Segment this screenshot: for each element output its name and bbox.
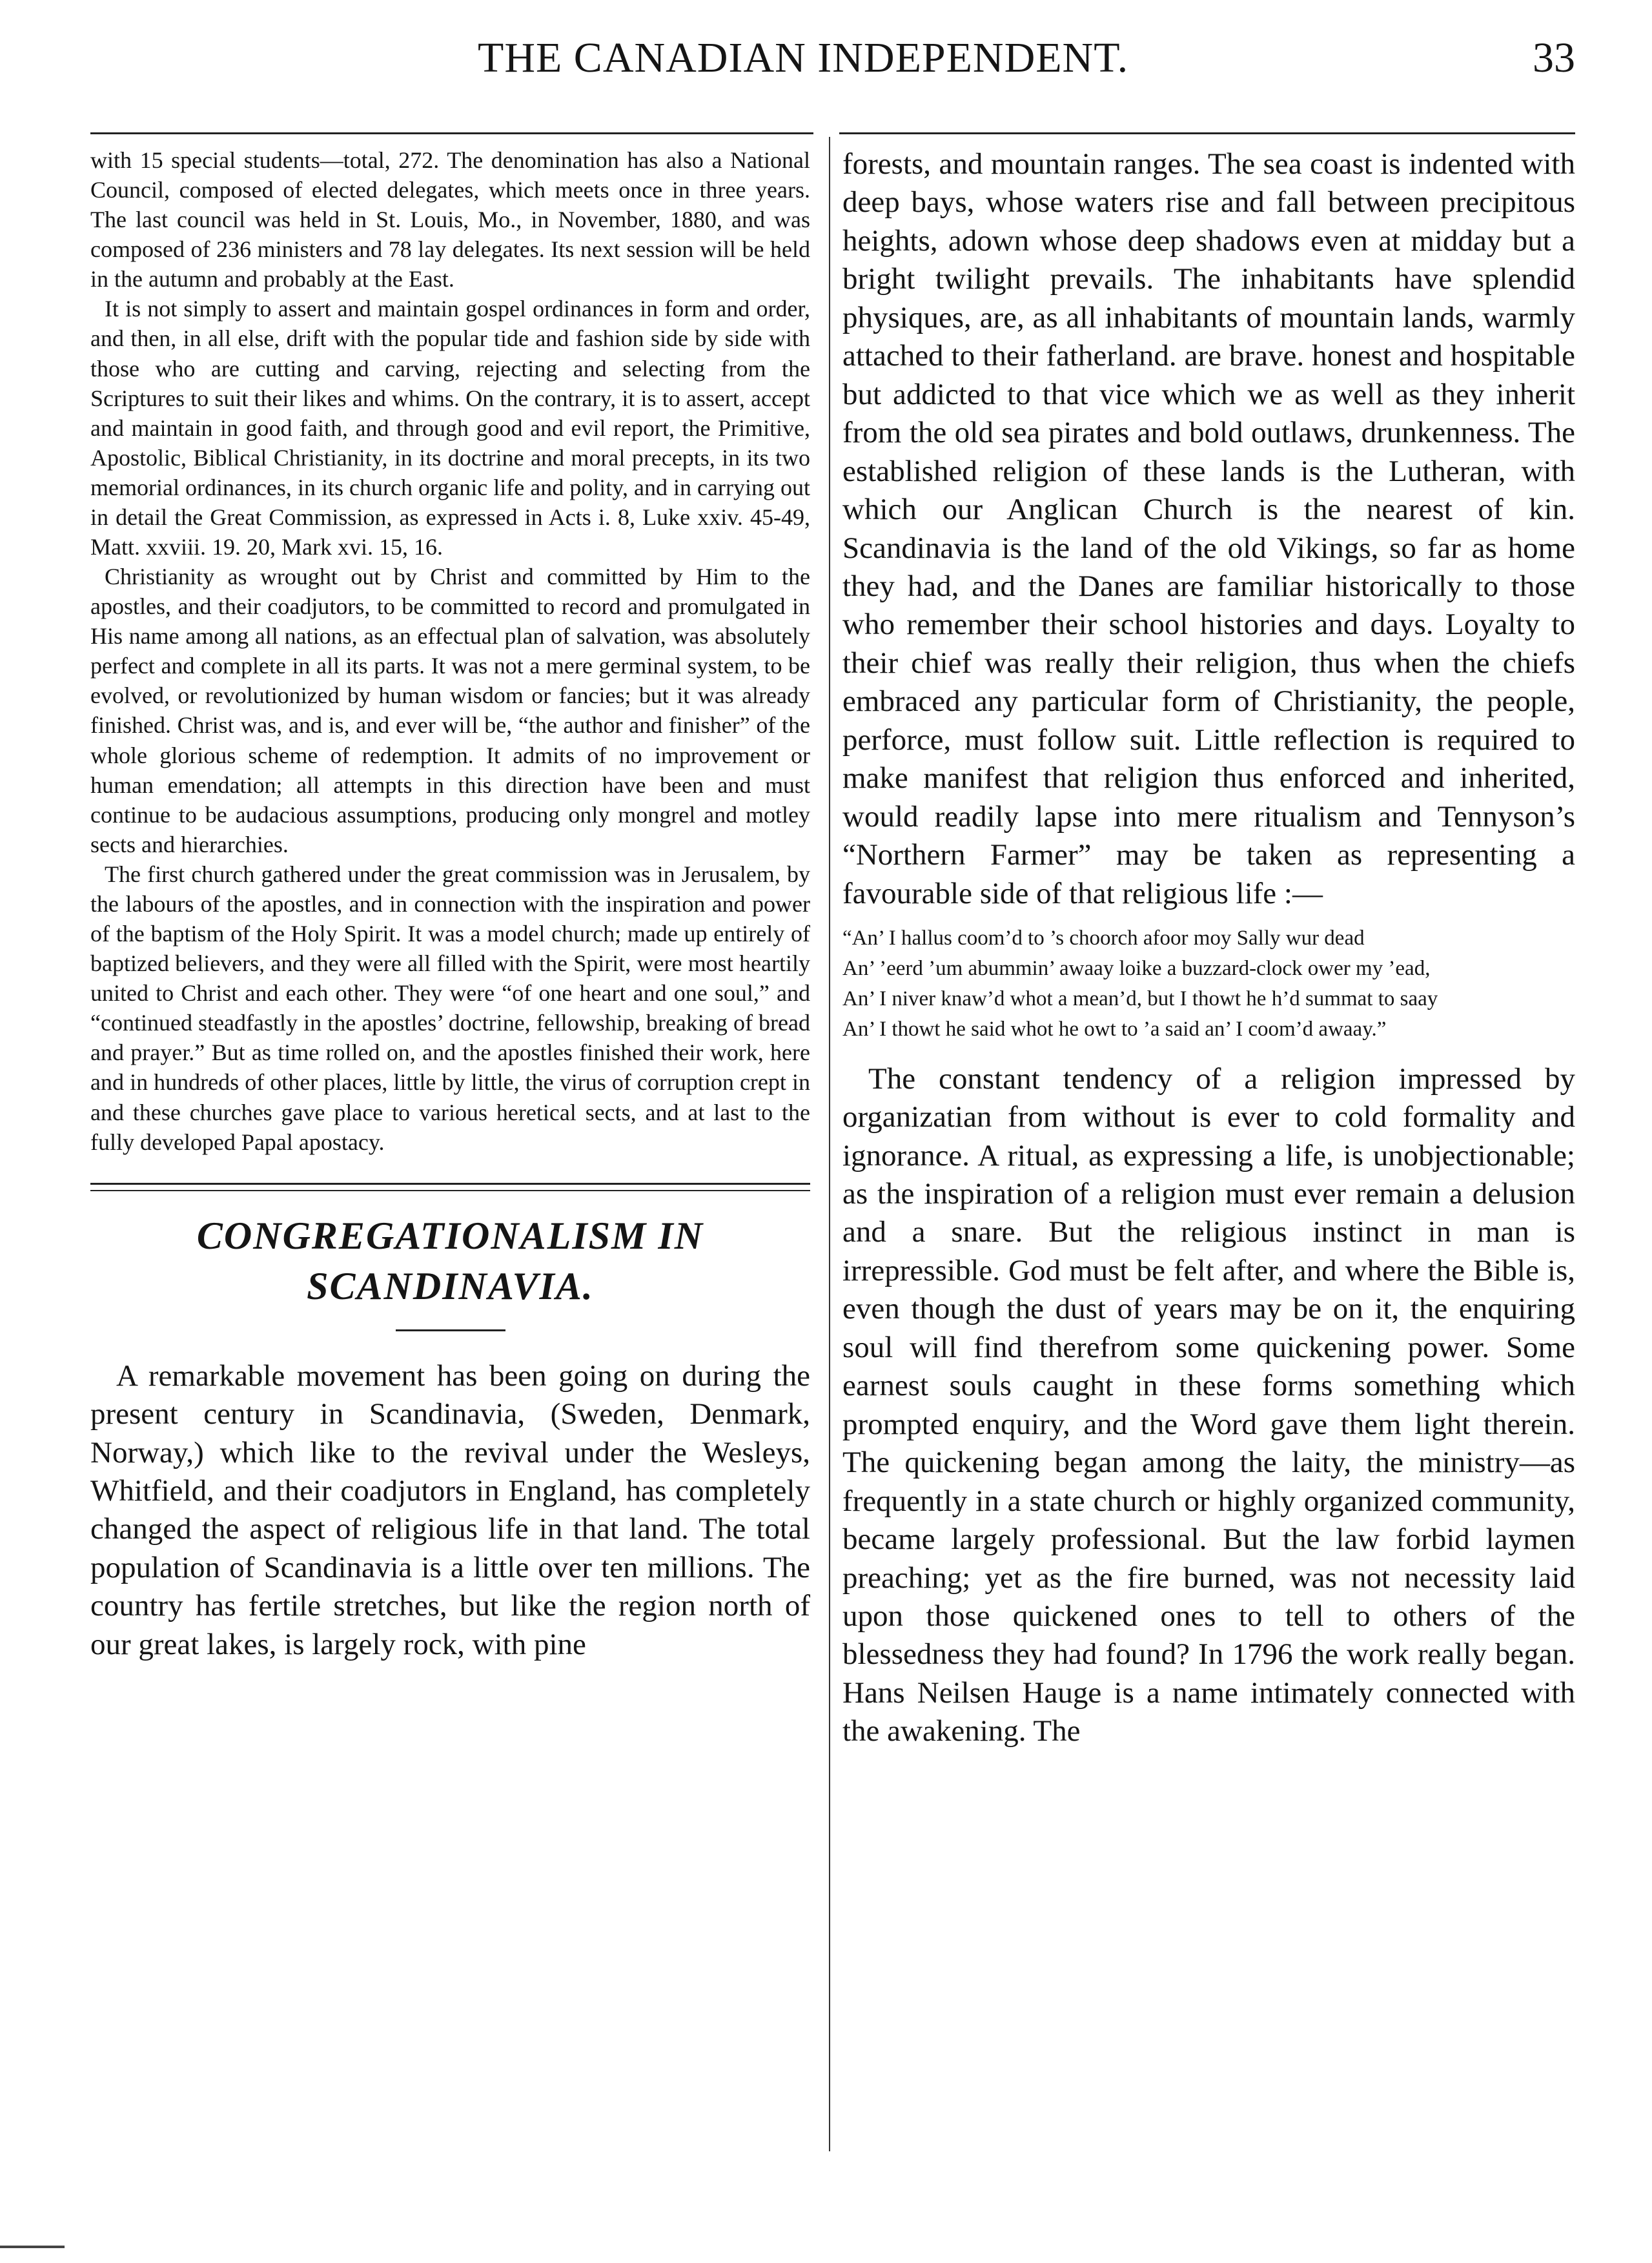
verse-line: An’ I thowt he said whot he owt to ’a said an’ I coom’d awaay.” — [842, 1017, 1387, 1041]
paragraph: Christianity as wrought out by Christ and committed by Him to the apostles, and their coadjutors, to be committed to record and promulgated in His name among all nations, as an effectual plan of salvation, was absolutely perfect and complete in all its parts. It was not a mere germinal system, to be evolved, or revolutionized by human wisdom or fancies; but it was already finished. Christ was, and is, and ever will be, “the author and finisher” of the whole glorious scheme of redemption. It admits of no improvement or human emendation; all attempts in this direction have been and must continue to be audacious assumptions, producing only mongrel and motley sects and hierarchies. — [90, 564, 810, 857]
header-rule-right — [839, 132, 1575, 134]
header-rule-left — [90, 132, 813, 134]
page-number: 33 — [1533, 34, 1575, 81]
verse-line: An’ I niver knaw’d whot a mean’d, but I thowt he h’d summat to saay — [842, 987, 1438, 1010]
paragraph: with 15 special students—total, 272. The denomination has also a National Council, composed of elected delegates, which meets once in three years. The last council was held in St. Louis, Mo., in November, 1880, and was composed of 236 ministers and 78 lay delegates. Its next session will be held in the autumn and probably at the East. — [90, 147, 810, 292]
article-paragraph: The constant tendency of a religion impressed by organizatian from without is ever to cold formality and ignorance. A ritual, as expressing a life, is unobjectionable; as the inspiration of a religion must ever remain a delusion and a snare. But the religious instinct in man is irrepressible. God must be felt after, and where the Bible is, even though the dust of years may be on it, the enquiring soul will find therefrom some quickening power. Some earnest souls caught in these forms something which prompted enquiry, and the Word gave them light therein. The quickening began among the laity, the ministry—as frequently in a state church or highly organized community, became largely professional. But the law forbid laymen preaching; yet as the fire burned, was not necessity laid upon those quickened ones to tell to others of the blessedness they had found? In 1796 the work really began. Hans Neilsen Hauge is a name intimately connected with the awakening. The — [842, 1061, 1575, 1748]
heading-rule — [396, 1329, 505, 1331]
column-divider — [829, 137, 830, 2151]
section-divider — [90, 1183, 810, 1191]
scan-edge-mark — [0, 2246, 65, 2248]
running-head — [90, 34, 1575, 105]
verse-quotation — [842, 925, 1575, 1043]
right-column — [842, 145, 1575, 1751]
journal-title: THE CANADIAN INDEPENDENT. — [478, 34, 1129, 81]
left-column — [90, 145, 810, 1664]
verse-line: An’ ’eerd ’um abummin’ awaay loike a buzzard-clock ower my ’ead, — [842, 956, 1431, 980]
section-heading: CONGREGATIONALISM IN SCANDINAVIA. — [196, 1214, 704, 1307]
paragraph: The first church gathered under the great commission was in Jerusalem, by the labours of the apostles, and in connection with the inspiration and power of the baptism of the Holy Spirit. It was a model church; made up entirely of baptized believers, and they were all filled with the Spirit, were most heartily united to Christ and each other. They were “of one heart and one soul,” and “continued steadfastly in the apostles’ doctrine, fellowship, breaking of bread and prayer.” But as time rolled on, and the apostles finished their work, here and in hundreds of other places, little by little, the virus of corruption crept in and these churches gave place to various heretical sects, and at last to the fully developed Papal apostacy. — [90, 861, 810, 1155]
verse-line: “An’ I hallus coom’d to ’s choorch afoor moy Sally wur dead — [842, 927, 1365, 950]
article-paragraph: forests, and mountain ranges. The sea coast is indented with deep bays, whose waters rise and fall between precipitous heights, adown whose deep shadows even at midday but a bright twilight prevails. The inhabitants have splendid physiques, are, as all inhabitants of mountain lands, warmly attached to their fatherland. are brave. honest and hospitable but addicted to that vice which we as well as they inherit from the old sea pirates and bold outlaws, drunkenness. The established religion of these lands is the Lutheran, with which our Anglican Church is the nearest of kin. Scandinavia is the land of the old Vikings, so far as home they had, and the Danes are familiar historically to those who remember their school histories and days. Loyalty to their chief was really their religion, thus when the chiefs embraced any particular form of Christianity, the people, perforce, must follow suit. Little reflection is required to make manifest that religion thus enforced and inherited, would readily lapse into mere ritualism and Tennyson’s “Northern Farmer” may be taken as representing a favourable side of that religious life :— — [842, 147, 1575, 910]
paragraph: It is not simply to assert and maintain gospel ordinances in form and order, and then, in all else, drift with the popular tide and fashion side by side with those who are cutting and carving, rejecting and selecting from the Scriptures to suit their likes and whims. On the contrary, it is to assert, accept and maintain in good faith, and through good and evil report, the Primitive, Apostolic, Biblical Christianity, in its doctrine and moral precepts, in its two memorial ordinances, in its church organic life and polity, and in carrying out in detail the Great Commission, as expressed in Acts i. 8, Luke xxiv. 45-49, Matt. xxviii. 19. 20, Mark xvi. 15, 16. — [90, 296, 810, 560]
article-paragraph: A remarkable movement has been going on during the present century in Scandinavia, (Sweden, Denmark, Norway,) which like to the revival under the Wesleys, Whitfield, and their coadjutors in England, has completely changed the aspect of religious life in that land. The total population of Scandinavia is a little over ten millions. The country has fertile stretches, but like the region north of our great lakes, is largely rock, with pine — [90, 1358, 810, 1661]
